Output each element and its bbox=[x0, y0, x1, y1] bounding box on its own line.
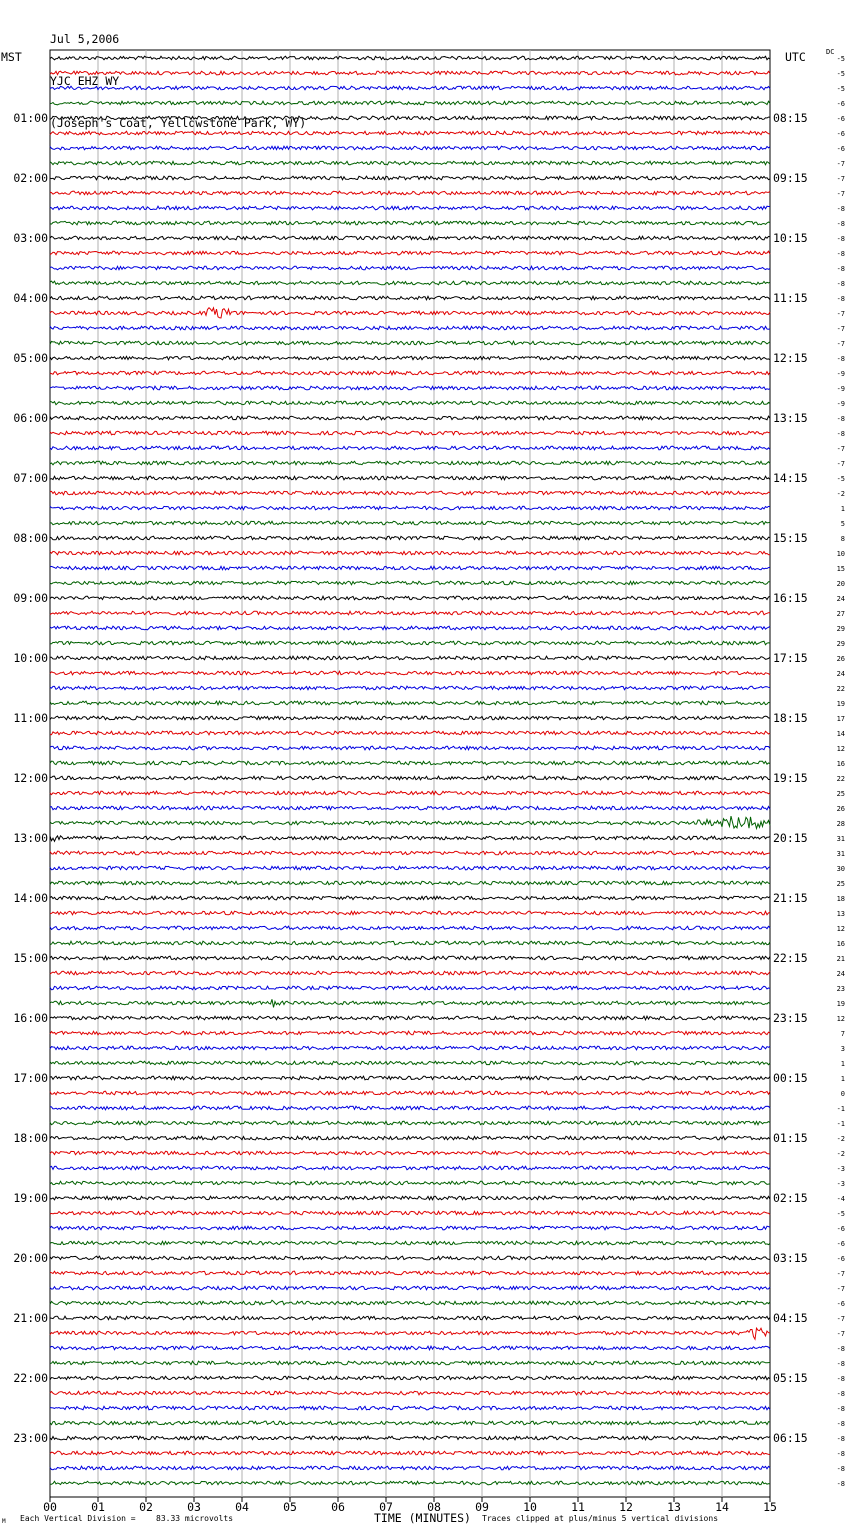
left-hour-label: 20:00 bbox=[13, 1251, 48, 1265]
right-hour-label: 05:15 bbox=[773, 1371, 808, 1385]
seismic-trace bbox=[50, 971, 770, 975]
left-hour-label: 11:00 bbox=[13, 711, 48, 725]
dc-offset-label: -8 bbox=[836, 280, 845, 288]
seismic-trace bbox=[50, 221, 770, 225]
seismic-trace bbox=[50, 986, 770, 990]
seismic-trace bbox=[50, 308, 770, 318]
seismic-trace bbox=[50, 1391, 770, 1395]
seismic-trace bbox=[50, 461, 770, 465]
dc-offset-label: 31 bbox=[836, 835, 845, 843]
dc-offset-label: 10 bbox=[836, 550, 845, 558]
dc-offset-label: -8 bbox=[836, 1435, 845, 1443]
dc-offset-label: 28 bbox=[836, 820, 845, 828]
left-hour-label: 05:00 bbox=[13, 351, 48, 365]
seismic-trace bbox=[50, 236, 770, 240]
left-hour-label: 06:00 bbox=[13, 411, 48, 425]
right-hour-label: 12:15 bbox=[773, 351, 808, 365]
right-hour-label: 16:15 bbox=[773, 591, 808, 605]
seismic-trace bbox=[50, 1436, 770, 1440]
dc-offset-label: 22 bbox=[836, 775, 845, 783]
dc-offset-label: -9 bbox=[836, 370, 845, 378]
right-hour-label: 17:15 bbox=[773, 651, 808, 665]
dc-offset-label: 26 bbox=[836, 805, 845, 813]
seismic-trace bbox=[50, 446, 770, 450]
seismic-trace bbox=[50, 176, 770, 180]
dc-offset-label: -2 bbox=[836, 1135, 845, 1143]
right-hour-label: 00:15 bbox=[773, 1071, 808, 1085]
x-tick-label: 11 bbox=[571, 1500, 585, 1514]
dc-offset-label: -7 bbox=[836, 1285, 845, 1293]
left-timezone-label: MST bbox=[1, 50, 22, 64]
footer-corner-mark: M bbox=[2, 1518, 6, 1525]
dc-offset-label: -8 bbox=[836, 415, 845, 423]
dc-offset-label: -8 bbox=[836, 295, 845, 303]
footer-scale-value: 83.33 microvolts bbox=[156, 1514, 234, 1523]
right-timezone-label: UTC bbox=[785, 50, 806, 64]
dc-offset-label: -7 bbox=[836, 160, 845, 168]
seismic-trace bbox=[50, 266, 770, 270]
left-hour-label: 10:00 bbox=[13, 651, 48, 665]
dc-offset-label: -8 bbox=[836, 235, 845, 243]
right-hour-label: 23:15 bbox=[773, 1011, 808, 1025]
seismic-trace bbox=[50, 1376, 770, 1380]
seismic-trace bbox=[50, 206, 770, 210]
x-tick-label: 08 bbox=[427, 1500, 441, 1514]
dc-offset-label: 18 bbox=[836, 895, 845, 903]
dc-offset-label: 3 bbox=[840, 1045, 845, 1053]
dc-offset-label: 16 bbox=[836, 940, 845, 948]
dc-offset-label: 29 bbox=[836, 625, 845, 633]
dc-offset-label: 19 bbox=[836, 700, 845, 708]
dc-offset-label: -8 bbox=[836, 250, 845, 258]
dc-offset-label: -8 bbox=[836, 205, 845, 213]
seismic-trace bbox=[50, 731, 770, 735]
left-hour-label: 13:00 bbox=[13, 831, 48, 845]
left-hour-label: 02:00 bbox=[13, 171, 48, 185]
dc-offset-label: 24 bbox=[836, 970, 845, 978]
seismic-trace bbox=[50, 926, 770, 930]
dc-offset-label: -3 bbox=[836, 1180, 845, 1188]
x-tick-label: 03 bbox=[187, 1500, 201, 1514]
seismic-trace bbox=[50, 191, 770, 195]
dc-offset-label: -7 bbox=[836, 190, 845, 198]
right-hour-label: 06:15 bbox=[773, 1431, 808, 1445]
seismic-trace bbox=[50, 521, 770, 525]
header-date: Jul 5,2006 bbox=[50, 32, 120, 46]
seismic-trace bbox=[50, 911, 770, 915]
right-hour-label: 21:15 bbox=[773, 891, 808, 905]
seismic-trace bbox=[50, 941, 770, 945]
left-hour-label: 07:00 bbox=[13, 471, 48, 485]
seismic-trace bbox=[50, 881, 770, 885]
dc-offset-label: -7 bbox=[836, 325, 845, 333]
x-tick-label: 06 bbox=[331, 1500, 345, 1514]
dc-offset-label: -6 bbox=[836, 115, 845, 123]
dc-offset-label: 17 bbox=[836, 715, 845, 723]
seismic-trace bbox=[50, 146, 770, 150]
right-hour-label: 18:15 bbox=[773, 711, 808, 725]
right-hour-label: 13:15 bbox=[773, 411, 808, 425]
dc-offset-label: 24 bbox=[836, 595, 845, 603]
seismic-trace bbox=[50, 1151, 770, 1155]
left-hour-label: 14:00 bbox=[13, 891, 48, 905]
dc-offset-label: 22 bbox=[836, 685, 845, 693]
x-axis-title: TIME (MINUTES) bbox=[374, 1511, 471, 1525]
dc-offset-label: -7 bbox=[836, 1330, 845, 1338]
dc-offset-label: 8 bbox=[840, 535, 845, 543]
header-station: YJC EHZ WY bbox=[50, 74, 120, 88]
dc-offset-label: 30 bbox=[836, 865, 845, 873]
seismic-trace bbox=[50, 416, 770, 420]
left-hour-label: 09:00 bbox=[13, 591, 48, 605]
seismic-trace bbox=[50, 1121, 770, 1125]
dc-offset-label: 20 bbox=[836, 580, 845, 588]
seismic-trace bbox=[50, 611, 770, 615]
dc-offset-label: 24 bbox=[836, 670, 845, 678]
dc-offset-label: 12 bbox=[836, 745, 845, 753]
dc-offset-label: 0 bbox=[840, 1090, 845, 1098]
x-tick-label: 12 bbox=[619, 1500, 633, 1514]
seismic-trace bbox=[50, 866, 770, 870]
seismic-trace bbox=[50, 1106, 770, 1110]
dc-offset-label: 29 bbox=[836, 640, 845, 648]
seismic-trace bbox=[50, 1406, 770, 1410]
seismic-trace bbox=[50, 131, 770, 135]
dc-offset-label: 14 bbox=[836, 730, 845, 738]
seismic-trace bbox=[50, 1300, 770, 1305]
dc-offset-label: -7 bbox=[836, 340, 845, 348]
dc-offset-label: -7 bbox=[836, 460, 845, 468]
seismic-trace bbox=[50, 326, 770, 330]
dc-offset-label: -2 bbox=[836, 1150, 845, 1158]
seismic-trace bbox=[50, 1031, 770, 1035]
x-tick-label: 04 bbox=[235, 1500, 249, 1514]
dc-offset-label: -8 bbox=[836, 1480, 845, 1488]
left-hour-label: 12:00 bbox=[13, 771, 48, 785]
seismic-trace bbox=[50, 161, 770, 165]
dc-offset-label: 16 bbox=[836, 760, 845, 768]
right-hour-label: 09:15 bbox=[773, 171, 808, 185]
header-location: (Joseph's Coat, Yellowstone Park, WY) bbox=[50, 116, 307, 130]
dc-offset-label: -1 bbox=[836, 1120, 845, 1128]
seismic-trace bbox=[50, 1091, 770, 1095]
right-hour-label: 22:15 bbox=[773, 951, 808, 965]
seismic-trace bbox=[50, 686, 770, 690]
seismic-trace bbox=[50, 341, 770, 345]
x-tick-label: 09 bbox=[475, 1500, 489, 1514]
dc-offset-label: -7 bbox=[836, 1270, 845, 1278]
seismic-trace bbox=[50, 1241, 770, 1245]
dc-offset-label: -6 bbox=[836, 1255, 845, 1263]
seismic-trace bbox=[50, 761, 770, 765]
seismic-trace bbox=[50, 716, 770, 720]
seismic-trace bbox=[50, 1076, 770, 1080]
seismic-trace bbox=[50, 956, 770, 960]
dc-offset-label: -9 bbox=[836, 400, 845, 408]
seismic-trace bbox=[50, 356, 770, 360]
seismic-trace bbox=[50, 1361, 770, 1365]
dc-offset-label: -6 bbox=[836, 1240, 845, 1248]
dc-offset-label: -6 bbox=[836, 130, 845, 138]
seismic-trace bbox=[50, 1466, 770, 1470]
left-hour-label: 15:00 bbox=[13, 951, 48, 965]
left-hour-label: 04:00 bbox=[13, 291, 48, 305]
dc-offset-label: 31 bbox=[836, 850, 845, 858]
dc-offset-label: -8 bbox=[836, 355, 845, 363]
right-hour-label: 02:15 bbox=[773, 1191, 808, 1205]
seismic-trace bbox=[50, 116, 770, 120]
right-hour-label: 15:15 bbox=[773, 531, 808, 545]
dc-offset-label: -8 bbox=[836, 265, 845, 273]
seismic-trace bbox=[50, 1136, 770, 1140]
seismic-trace bbox=[50, 1211, 770, 1215]
dc-offset-label: -8 bbox=[836, 430, 845, 438]
seismic-trace bbox=[50, 1256, 770, 1260]
dc-offset-label: 19 bbox=[836, 1000, 845, 1008]
dc-offset-label: -6 bbox=[836, 145, 845, 153]
dc-offset-label: 1 bbox=[840, 1075, 845, 1083]
dc-offset-label: -5 bbox=[836, 85, 845, 93]
seismic-trace bbox=[50, 1328, 770, 1339]
dc-offset-label: -8 bbox=[836, 1360, 845, 1368]
seismic-trace bbox=[50, 56, 770, 60]
seismic-trace bbox=[50, 1196, 770, 1200]
dc-offset-label: 12 bbox=[836, 1015, 845, 1023]
dc-offset-label: 25 bbox=[836, 790, 845, 798]
seismic-trace bbox=[50, 371, 770, 375]
dc-offset-label: 23 bbox=[836, 985, 845, 993]
dc-offset-label: 13 bbox=[836, 910, 845, 918]
seismic-trace bbox=[50, 101, 770, 105]
seismic-trace bbox=[50, 386, 770, 390]
seismic-trace bbox=[50, 999, 770, 1007]
dc-offset-label: -9 bbox=[836, 385, 845, 393]
dc-offset-label: -5 bbox=[836, 55, 845, 63]
seismic-trace bbox=[50, 1286, 770, 1290]
dc-offset-label: -8 bbox=[836, 1375, 845, 1383]
seismic-trace bbox=[50, 776, 770, 780]
dc-offset-label: -5 bbox=[836, 70, 845, 78]
left-hour-label: 01:00 bbox=[13, 111, 48, 125]
x-tick-label: 00 bbox=[43, 1500, 57, 1514]
left-hour-label: 22:00 bbox=[13, 1371, 48, 1385]
x-tick-label: 10 bbox=[523, 1500, 537, 1514]
seismic-trace bbox=[50, 1181, 770, 1185]
dc-offset-label: -5 bbox=[836, 1210, 845, 1218]
seismic-trace bbox=[50, 536, 770, 540]
left-hour-label: 18:00 bbox=[13, 1131, 48, 1145]
seismic-trace bbox=[50, 1046, 770, 1050]
dc-offset-label: 21 bbox=[836, 955, 845, 963]
dc-offset-label: 26 bbox=[836, 655, 845, 663]
dc-offset-label: -7 bbox=[836, 175, 845, 183]
left-hour-label: 16:00 bbox=[13, 1011, 48, 1025]
dc-offset-label: -8 bbox=[836, 1450, 845, 1458]
seismic-trace bbox=[50, 296, 770, 300]
seismic-trace bbox=[50, 1346, 770, 1350]
left-hour-label: 19:00 bbox=[13, 1191, 48, 1205]
dc-offset-label: -8 bbox=[836, 1405, 845, 1413]
seismic-trace bbox=[50, 836, 770, 842]
dc-offset-label: 15 bbox=[836, 565, 845, 573]
seismic-trace bbox=[50, 431, 770, 435]
dc-offset-label: -6 bbox=[836, 1300, 845, 1308]
dc-offset-label: -8 bbox=[836, 1465, 845, 1473]
dc-offset-label: 27 bbox=[836, 610, 845, 618]
seismic-trace bbox=[50, 1271, 770, 1275]
seismic-trace bbox=[50, 641, 770, 645]
dc-offset-label: -7 bbox=[836, 310, 845, 318]
right-hour-label: 01:15 bbox=[773, 1131, 808, 1145]
right-hour-label: 14:15 bbox=[773, 471, 808, 485]
dc-offset-label: -7 bbox=[836, 1315, 845, 1323]
right-hour-label: 10:15 bbox=[773, 231, 808, 245]
dc-offset-label: 5 bbox=[840, 520, 845, 528]
dc-offset-label: 25 bbox=[836, 880, 845, 888]
dc-offset-label: -2 bbox=[836, 490, 845, 498]
dc-offset-label: -6 bbox=[836, 1225, 845, 1233]
seismic-trace bbox=[50, 251, 770, 255]
x-tick-label: 01 bbox=[91, 1500, 105, 1514]
dc-offset-label: -8 bbox=[836, 1420, 845, 1428]
right-hour-label: 11:15 bbox=[773, 291, 808, 305]
seismic-trace bbox=[50, 86, 770, 90]
dc-offset-label: -8 bbox=[836, 220, 845, 228]
seismic-trace bbox=[50, 1451, 770, 1455]
dc-offset-label: -8 bbox=[836, 1345, 845, 1353]
footer-clip-note: Traces clipped at plus/minus 5 vertical divisions bbox=[482, 1514, 719, 1523]
seismic-trace bbox=[50, 476, 770, 480]
x-tick-label: 07 bbox=[379, 1500, 393, 1514]
seismic-trace bbox=[50, 656, 770, 660]
seismic-trace bbox=[50, 1481, 770, 1485]
right-hour-label: 08:15 bbox=[773, 111, 808, 125]
right-hour-label: 19:15 bbox=[773, 771, 808, 785]
seismic-trace bbox=[50, 791, 770, 795]
dc-offset-label: -3 bbox=[836, 1165, 845, 1173]
seismic-trace bbox=[50, 281, 770, 285]
seismic-trace bbox=[50, 551, 770, 555]
footer-scale-prefix: Each Vertical Division = bbox=[20, 1514, 136, 1523]
seismic-trace bbox=[50, 1226, 770, 1230]
dc-offset-label: -6 bbox=[836, 100, 845, 108]
seismic-trace bbox=[50, 566, 770, 570]
seismic-trace bbox=[50, 851, 770, 855]
seismic-trace bbox=[50, 626, 770, 630]
seismic-trace bbox=[50, 1166, 770, 1170]
seismic-trace bbox=[50, 896, 770, 900]
seismic-trace bbox=[50, 491, 770, 495]
dc-offset-label: 12 bbox=[836, 925, 845, 933]
right-hour-label: 03:15 bbox=[773, 1251, 808, 1265]
seismic-trace bbox=[50, 71, 770, 75]
x-tick-label: 14 bbox=[715, 1500, 729, 1514]
dc-offset-label: 7 bbox=[840, 1030, 845, 1038]
seismic-trace bbox=[50, 596, 770, 600]
dc-label: DC bbox=[826, 48, 835, 56]
x-tick-label: 05 bbox=[283, 1500, 297, 1514]
left-hour-label: 08:00 bbox=[13, 531, 48, 545]
left-hour-label: 23:00 bbox=[13, 1431, 48, 1445]
dc-offset-label: -8 bbox=[836, 1390, 845, 1398]
seismic-trace bbox=[50, 746, 770, 750]
x-tick-label: 02 bbox=[139, 1500, 153, 1514]
seismic-trace bbox=[50, 816, 770, 828]
dc-offset-label: 1 bbox=[840, 1060, 845, 1068]
x-tick-label: 13 bbox=[667, 1500, 681, 1514]
seismic-trace bbox=[50, 1421, 770, 1425]
seismic-trace bbox=[50, 1016, 770, 1020]
seismic-trace bbox=[50, 806, 770, 810]
seismic-trace bbox=[50, 401, 770, 405]
dc-offset-label: -7 bbox=[836, 445, 845, 453]
right-hour-label: 04:15 bbox=[773, 1311, 808, 1325]
dc-offset-label: -1 bbox=[836, 1105, 845, 1113]
left-hour-label: 17:00 bbox=[13, 1071, 48, 1085]
left-hour-label: 03:00 bbox=[13, 231, 48, 245]
seismic-trace bbox=[50, 701, 770, 705]
dc-offset-label: -4 bbox=[836, 1195, 845, 1203]
seismic-trace bbox=[50, 671, 770, 675]
x-tick-label: 15 bbox=[763, 1500, 777, 1514]
seismic-trace bbox=[50, 506, 770, 510]
seismic-trace bbox=[50, 1316, 770, 1320]
dc-offset-label: 1 bbox=[840, 505, 845, 513]
seismic-trace bbox=[50, 1061, 770, 1065]
right-hour-label: 20:15 bbox=[773, 831, 808, 845]
seismic-trace bbox=[50, 581, 770, 585]
left-hour-label: 21:00 bbox=[13, 1311, 48, 1325]
dc-offset-label: -5 bbox=[836, 475, 845, 483]
